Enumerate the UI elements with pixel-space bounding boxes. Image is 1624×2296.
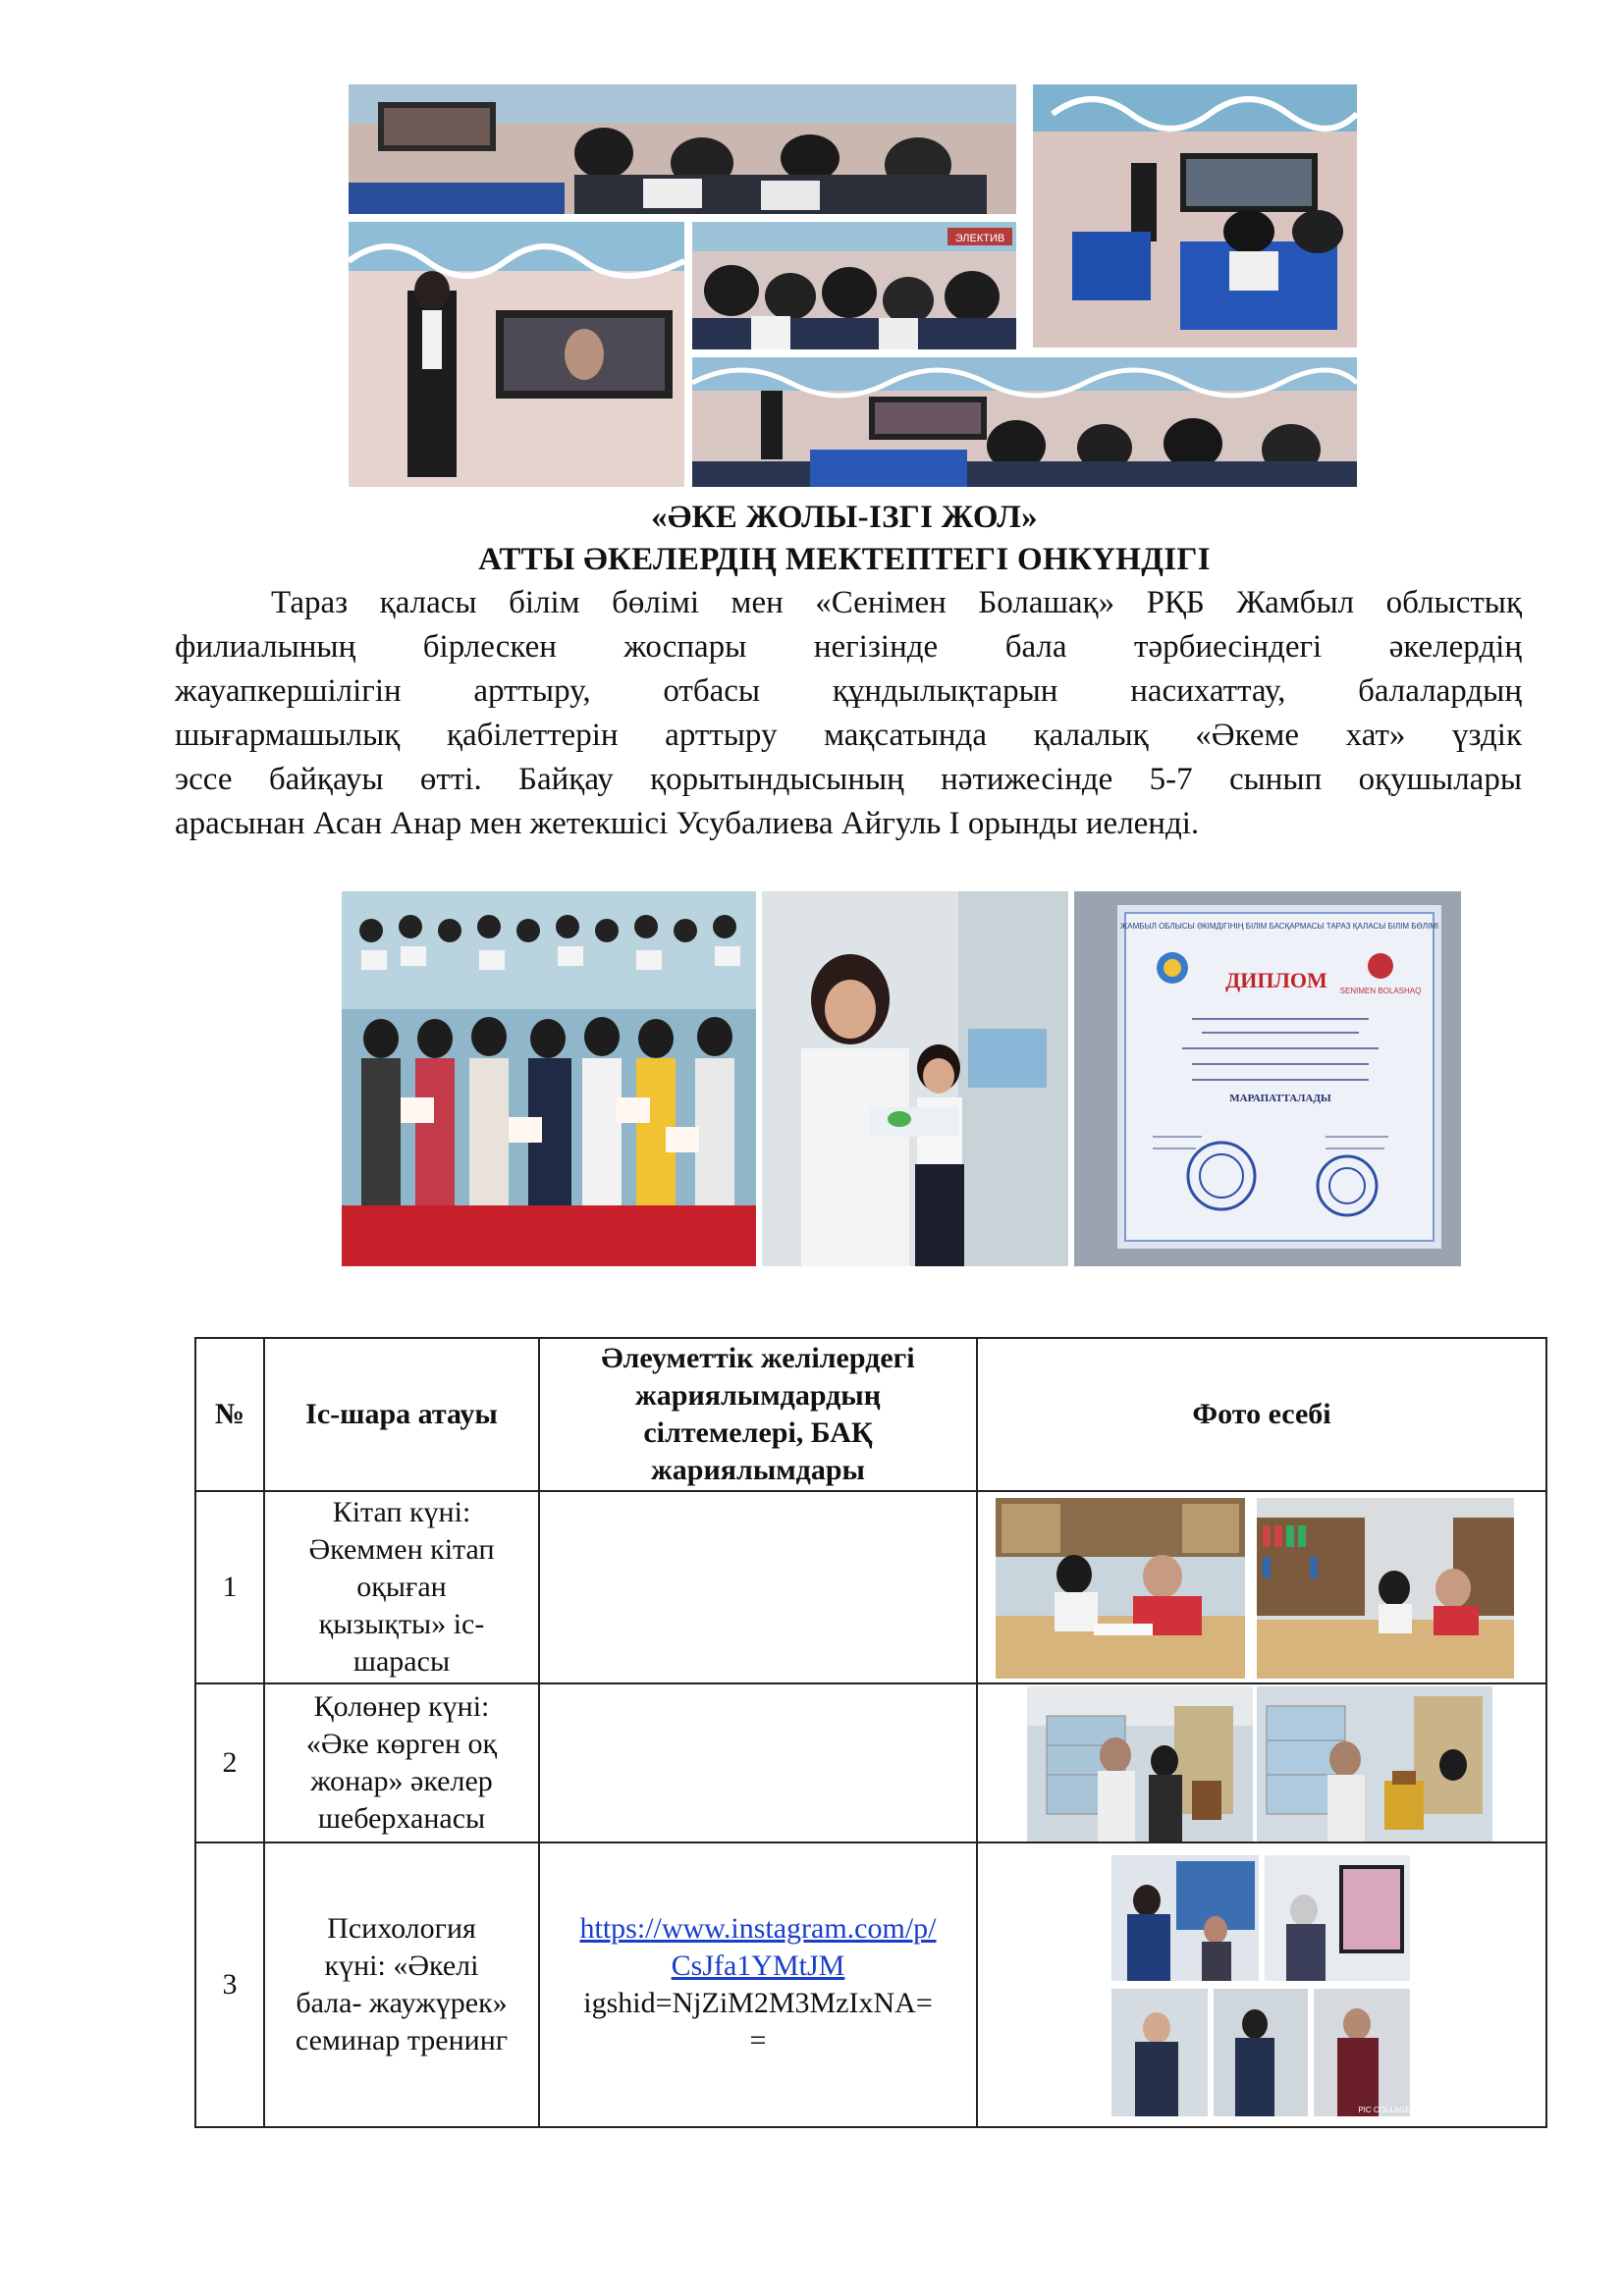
links-cell (539, 1842, 977, 2127)
event-name-line: семинар тренинг (295, 2024, 509, 2056)
event-report-table (194, 1337, 1547, 2128)
table-header-row (195, 1338, 1546, 1491)
classroom-photo-2 (1033, 84, 1357, 347)
table-row (195, 1491, 1546, 1683)
instagram-link-line[interactable]: https://www.instagram.com/p/ (579, 1912, 937, 1945)
craft-day-photo-1 (1027, 1686, 1253, 1842)
page-heading-line-2: АТТЫ ӘКЕЛЕРДІҢ МЕКТЕПТЕГІ ОНКҮНДІГІ (478, 542, 1211, 577)
links-cell (539, 1683, 977, 1842)
event-name-line: бала- жаужүрек» (296, 1987, 508, 2019)
photo-cell (977, 1683, 1546, 1842)
event-name-line: күні: «Әкелі (324, 1949, 479, 1982)
header-social-links: Әлеуметтік желілердегі жариялымдардың сілтемелері, БАҚ жариялымдары (539, 1338, 977, 1491)
diploma-brand: SENIMEN BOLASHAQ (1339, 987, 1422, 995)
intro-line: жауапкершілігін арттыру, отбасы құндылықтарын насихаттау, балалардың (175, 673, 1522, 709)
photo-cell (977, 1842, 1546, 2127)
craft-day-photo-2 (1257, 1686, 1492, 1842)
row-number: 1 (195, 1491, 264, 1683)
event-name-line: қызықты» іс- (318, 1608, 485, 1640)
row-number: 2 (195, 1683, 264, 1842)
intro-line: эссе байқауы өтті. Байқау қорытындысының нәтижесінде 5-7 сынып оқушылары (175, 762, 1522, 797)
classroom-photo-3 (349, 222, 684, 487)
header-event-name: Іс-шара атауы (264, 1338, 539, 1491)
elective-banner-text: ЭЛЕКТИВ (954, 233, 1005, 244)
photo-cell (977, 1491, 1546, 1683)
event-name-line: оқыған (356, 1571, 447, 1603)
classroom-photo-1 (349, 84, 1016, 214)
event-name-line: Қолөнер күні: (313, 1690, 490, 1723)
links-cell (539, 1491, 977, 1683)
header-number: № (195, 1338, 264, 1491)
collage-watermark: PIC COLLAGE (1358, 2106, 1411, 2114)
event-name-line: Психология (327, 1912, 476, 1945)
instagram-link[interactable] (546, 1910, 970, 1985)
diploma-title: ДИПЛОМ (1225, 968, 1327, 992)
header-photo-report: Фото есебі (977, 1338, 1546, 1491)
instagram-link-line[interactable]: CsJfa1YMtJM (671, 1949, 845, 1982)
award-group-photo (342, 891, 756, 1266)
intro-line: Тараз қаласы білім бөлімі мен «Сенімен Болашақ» РҚБ Жамбыл облыстық (271, 585, 1522, 620)
event-name-line: Әкеммен кітап (308, 1533, 495, 1566)
event-name-cell (264, 1491, 539, 1683)
classroom-photo-4 (692, 222, 1016, 349)
intro-line: шығармашылық қабілеттерін арттыру мақсатында қалалық «Әкеме хат» үздік (175, 718, 1522, 753)
intro-paragraph (175, 581, 1522, 846)
event-name-cell (264, 1683, 539, 1842)
event-name-line: шарасы (352, 1645, 451, 1678)
intro-line: арасынан Асан Анар мен жетекшісі Усубалиева Айгуль І орынды иеленді. (175, 806, 1200, 841)
page-heading-line-1: «ӘКЕ ЖОЛЫ-ІЗГІ ЖОЛ» (651, 500, 1038, 535)
event-name-line: Кітап күні: (332, 1496, 471, 1528)
table-row (195, 1683, 1546, 1842)
book-day-photo-1 (996, 1498, 1245, 1679)
event-name-line: шеберханасы (317, 1802, 486, 1835)
event-name-cell (264, 1842, 539, 2127)
intro-line: филиалының бірлескен жоспары негізінде бала тәрбиесіндегі әкелердің (175, 629, 1522, 665)
row-number: 3 (195, 1842, 264, 2127)
classroom-photo-5 (692, 357, 1357, 487)
event-name-line: «Әке көрген оқ (305, 1728, 498, 1760)
event-name-line: жонар» әкелер (310, 1765, 493, 1797)
diploma-header-text: ЖАМБЫЛ ОБЛЫСЫ ӘКІМДІГІНІҢ БІЛІМ БАСҚАРМАСЫ ТАРАЗ ҚАЛАСЫ БІЛІМ БӨЛІМІ (1119, 922, 1439, 931)
diploma-awarded-text: МАРАПАТТАЛАДЫ (1229, 1093, 1331, 1104)
igshid-line: igshid=NjZiM2M3MzIxNA= (583, 1987, 933, 2019)
table-row (195, 1842, 1546, 2127)
diploma-photo (1074, 891, 1461, 1266)
igshid-line: = (749, 2024, 767, 2056)
psychology-collage (1108, 1851, 1414, 2120)
award-woman-girl-photo (762, 891, 1068, 1266)
book-day-photo-2 (1257, 1498, 1514, 1679)
